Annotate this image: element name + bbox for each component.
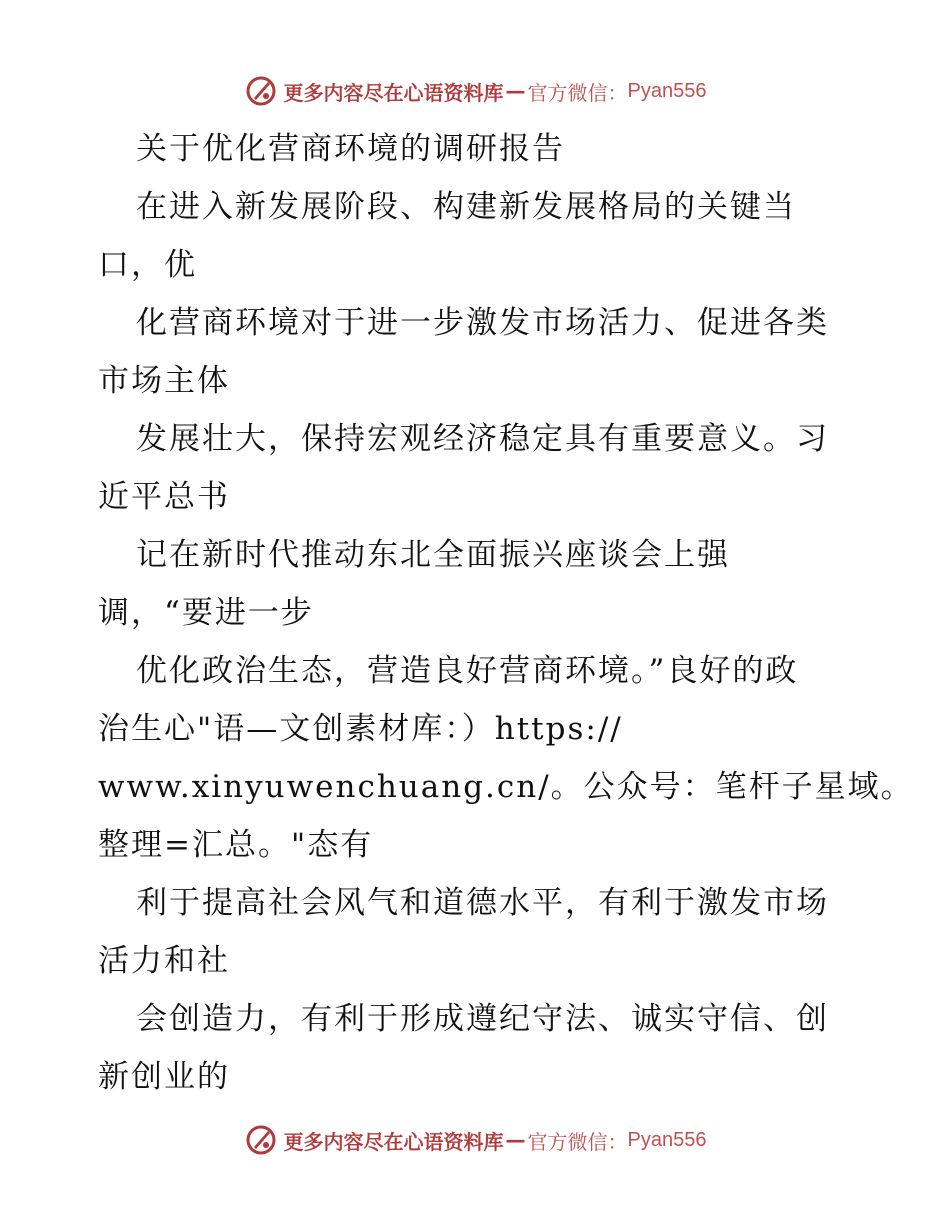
- footer-banner: [0, 1120, 950, 1160]
- text-line: 活力和社: [98, 943, 230, 979]
- quill-logo-icon: [244, 74, 278, 108]
- text-line: 调，“要进一步: [98, 595, 314, 631]
- header-banner: [0, 71, 950, 111]
- text-line: 整理=汇总。"态有: [98, 827, 374, 863]
- text-line: 新创业的: [98, 1059, 230, 1095]
- footer-banner-handle: Pyan556: [627, 1128, 707, 1151]
- text-line-url: www.xinyuwenchuang.cn/。公众号：笔杆子星域。: [98, 769, 914, 805]
- text-line: 记在新时代推动东北全面振兴座谈会上强: [136, 537, 730, 573]
- text-line: 化营商环境对于进一步激发市场活力、促进各类: [136, 305, 829, 341]
- text-line: 发展壮大，保持宏观经济稳定具有重要意义。习: [136, 421, 829, 457]
- header-banner-text: 更多内容尽在心语资料库: [283, 80, 504, 105]
- document-title: 关于优化营商环境的调研报告: [136, 131, 565, 167]
- text-line: 市场主体: [98, 363, 230, 399]
- text-line: 口，优: [98, 247, 197, 283]
- quill-logo-icon: [244, 1123, 278, 1157]
- text-line: 会创造力，有利于形成遵纪守法、诚实守信、创: [136, 1001, 829, 1037]
- document-body: [98, 120, 914, 1106]
- text-line: 近平总书: [98, 479, 230, 515]
- text-line: 优化政治生态，营造良好营商环境。”良好的政: [136, 653, 799, 689]
- text-line: 在进入新发展阶段、构建新发展格局的关键当: [136, 189, 796, 225]
- text-line: 利于提高社会风气和道德水平，有利于激发市场: [136, 885, 829, 921]
- header-banner-separator: —: [505, 79, 526, 103]
- footer-banner-separator: —: [505, 1128, 526, 1152]
- footer-banner-wechat-label: 官方微信：: [527, 1129, 628, 1154]
- text-line: 治生心"语—文创素材库：）https://: [98, 711, 623, 747]
- header-banner-handle: Pyan556: [627, 79, 707, 102]
- header-banner-wechat-label: 官方微信：: [527, 80, 628, 105]
- footer-banner-text: 更多内容尽在心语资料库: [283, 1129, 504, 1154]
